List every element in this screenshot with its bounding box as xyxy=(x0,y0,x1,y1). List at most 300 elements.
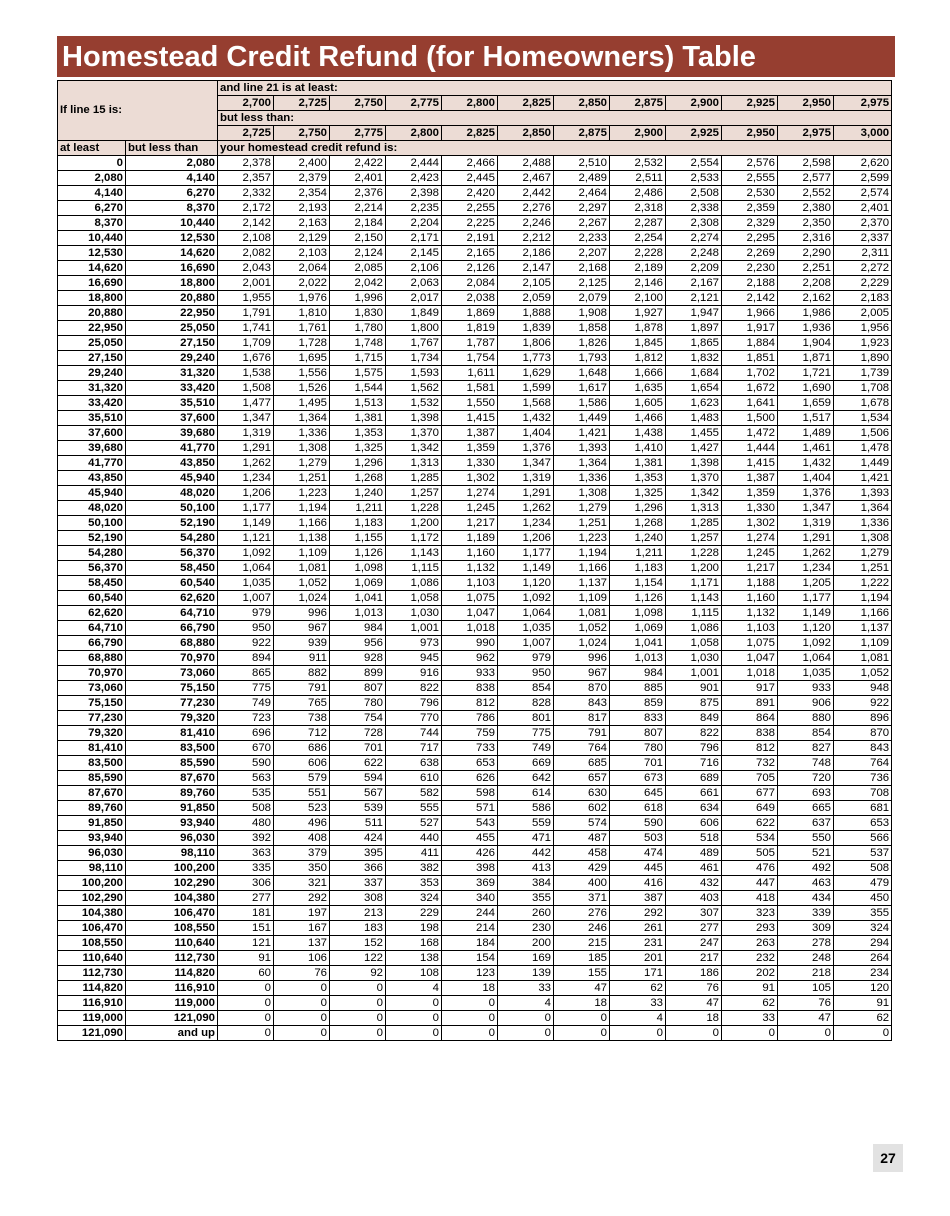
refund-cell: 812 xyxy=(722,741,778,756)
refund-cell: 2,085 xyxy=(330,261,386,276)
refund-cell: 1,353 xyxy=(610,471,666,486)
income-less-than-cell: 33,420 xyxy=(126,381,218,396)
income-at-least-cell: 108,550 xyxy=(58,936,126,951)
refund-cell: 1,449 xyxy=(554,411,610,426)
refund-cell: 2,311 xyxy=(834,246,892,261)
refund-cell: 0 xyxy=(666,1026,722,1041)
refund-cell: 1,302 xyxy=(442,471,498,486)
table-row xyxy=(58,651,892,666)
refund-cell: 1,296 xyxy=(610,501,666,516)
table-row xyxy=(58,366,892,381)
refund-cell: 1,695 xyxy=(274,351,330,366)
refund-cell: 653 xyxy=(442,756,498,771)
income-less-than-cell: 91,850 xyxy=(126,801,218,816)
refund-cell: 843 xyxy=(554,696,610,711)
table-row xyxy=(58,1011,892,1026)
refund-cell: 1,477 xyxy=(218,396,274,411)
refund-cell: 956 xyxy=(330,636,386,651)
refund-cell: 155 xyxy=(554,966,610,981)
refund-cell: 717 xyxy=(386,741,442,756)
refund-cell: 1,342 xyxy=(386,441,442,456)
refund-cell: 2,442 xyxy=(498,186,554,201)
refund-cell: 1,708 xyxy=(834,381,892,396)
refund-cell: 630 xyxy=(554,786,610,801)
refund-cell: 1,787 xyxy=(442,336,498,351)
refund-cell: 1,562 xyxy=(386,381,442,396)
refund-cell: 738 xyxy=(274,711,330,726)
income-less-than-cell: 62,620 xyxy=(126,591,218,606)
table-row xyxy=(58,336,892,351)
refund-cell: 764 xyxy=(554,741,610,756)
refund-cell: 1,702 xyxy=(722,366,778,381)
refund-cell: 523 xyxy=(274,801,330,816)
refund-cell: 1,800 xyxy=(386,321,442,336)
income-less-than-cell: 108,550 xyxy=(126,921,218,936)
refund-cell: 1,966 xyxy=(722,306,778,321)
refund-cell: 1,532 xyxy=(386,396,442,411)
refund-cell: 1,513 xyxy=(330,396,386,411)
table-row xyxy=(58,321,892,336)
refund-cell: 670 xyxy=(218,741,274,756)
refund-cell: 899 xyxy=(330,666,386,681)
refund-cell: 324 xyxy=(386,891,442,906)
table-row xyxy=(58,441,892,456)
refund-cell: 76 xyxy=(274,966,330,981)
refund-cell: 645 xyxy=(610,786,666,801)
refund-cell: 2,598 xyxy=(778,156,834,171)
refund-cell: 1,599 xyxy=(498,381,554,396)
refund-cell: 1,001 xyxy=(666,666,722,681)
refund-cell: 1,069 xyxy=(610,621,666,636)
refund-cell: 2,168 xyxy=(554,261,610,276)
refund-cell: 922 xyxy=(834,696,892,711)
refund-cell: 440 xyxy=(386,831,442,846)
income-at-least-cell: 41,770 xyxy=(58,456,126,471)
refund-cell: 933 xyxy=(442,666,498,681)
refund-cell: 2,042 xyxy=(330,276,386,291)
line21-at-least-value: 2,925 xyxy=(722,96,778,111)
income-less-than-cell: 60,540 xyxy=(126,576,218,591)
refund-cell: 476 xyxy=(722,861,778,876)
refund-cell: 217 xyxy=(666,951,722,966)
line21-less-than-value: 2,775 xyxy=(330,126,386,141)
refund-cell: 2,466 xyxy=(442,156,498,171)
refund-cell: 637 xyxy=(778,816,834,831)
table-row xyxy=(58,171,892,186)
refund-cell: 1,257 xyxy=(666,531,722,546)
refund-cell: 463 xyxy=(778,876,834,891)
refund-cell: 400 xyxy=(554,876,610,891)
refund-cell: 1,432 xyxy=(778,456,834,471)
refund-cell: 1,041 xyxy=(330,591,386,606)
refund-cell: 1,666 xyxy=(610,366,666,381)
refund-cell: 891 xyxy=(722,696,778,711)
refund-cell: 408 xyxy=(274,831,330,846)
refund-cell: 2,064 xyxy=(274,261,330,276)
refund-cell: 791 xyxy=(274,681,330,696)
refund-cell: 184 xyxy=(442,936,498,951)
refund-cell: 503 xyxy=(610,831,666,846)
refund-cell: 1,279 xyxy=(834,546,892,561)
refund-cell: 2,276 xyxy=(498,201,554,216)
refund-cell: 1,871 xyxy=(778,351,834,366)
refund-cell: 106 xyxy=(274,951,330,966)
refund-cell: 1,575 xyxy=(330,366,386,381)
line21-less-than-value: 2,875 xyxy=(554,126,610,141)
refund-cell: 0 xyxy=(778,1026,834,1041)
refund-cell: 1,262 xyxy=(218,456,274,471)
refund-cell: 2,444 xyxy=(386,156,442,171)
table-row xyxy=(58,531,892,546)
income-less-than-cell: 29,240 xyxy=(126,351,218,366)
refund-cell: 566 xyxy=(834,831,892,846)
refund-cell: 634 xyxy=(666,801,722,816)
refund-cell: 1,806 xyxy=(498,336,554,351)
refund-cell: 1,155 xyxy=(330,531,386,546)
refund-cell: 1,678 xyxy=(834,396,892,411)
refund-cell: 442 xyxy=(498,846,554,861)
line21-less-than-value: 2,975 xyxy=(778,126,834,141)
refund-cell: 186 xyxy=(666,966,722,981)
refund-cell: 1,013 xyxy=(610,651,666,666)
refund-cell: 492 xyxy=(778,861,834,876)
line21-less-than-value: 2,850 xyxy=(498,126,554,141)
refund-cell: 62 xyxy=(834,1011,892,1026)
refund-cell: 229 xyxy=(386,906,442,921)
refund-cell: 1,404 xyxy=(498,426,554,441)
refund-cell: 171 xyxy=(610,966,666,981)
refund-cell: 2,005 xyxy=(834,306,892,321)
refund-cell: 1,194 xyxy=(834,591,892,606)
refund-cell: 2,295 xyxy=(722,231,778,246)
income-at-least-cell: 77,230 xyxy=(58,711,126,726)
refund-cell: 293 xyxy=(722,921,778,936)
refund-cell: 2,467 xyxy=(498,171,554,186)
income-less-than-cell: 12,530 xyxy=(126,231,218,246)
refund-cell: 200 xyxy=(498,936,554,951)
refund-cell: 1,826 xyxy=(554,336,610,351)
refund-cell: 1,109 xyxy=(274,546,330,561)
refund-cell: 1,947 xyxy=(666,306,722,321)
income-at-least-cell: 64,710 xyxy=(58,621,126,636)
refund-cell: 1,617 xyxy=(554,381,610,396)
refund-cell: 1,845 xyxy=(610,336,666,351)
refund-cell: 854 xyxy=(498,681,554,696)
line21-less-than-value: 2,800 xyxy=(386,126,442,141)
refund-cell: 2,079 xyxy=(554,291,610,306)
table-row xyxy=(58,681,892,696)
income-less-than-cell: 39,680 xyxy=(126,426,218,441)
income-at-least-cell: 31,320 xyxy=(58,381,126,396)
refund-cell: 2,337 xyxy=(834,231,892,246)
refund-cell: 91 xyxy=(722,981,778,996)
refund-cell: 642 xyxy=(498,771,554,786)
table-row xyxy=(58,786,892,801)
refund-cell: 1,908 xyxy=(554,306,610,321)
refund-cell: 1,223 xyxy=(274,486,330,501)
table-row xyxy=(58,276,892,291)
refund-cell: 2,332 xyxy=(218,186,274,201)
refund-cell: 429 xyxy=(554,861,610,876)
income-less-than-cell: 10,440 xyxy=(126,216,218,231)
refund-cell: 2,230 xyxy=(722,261,778,276)
line21-at-least-value: 2,775 xyxy=(386,96,442,111)
refund-cell: 278 xyxy=(778,936,834,951)
table-row xyxy=(58,951,892,966)
refund-cell: 2,308 xyxy=(666,216,722,231)
income-at-least-cell: 104,380 xyxy=(58,906,126,921)
table-row xyxy=(58,306,892,321)
refund-cell: 355 xyxy=(834,906,892,921)
refund-cell: 1,109 xyxy=(834,636,892,651)
refund-cell: 0 xyxy=(442,996,498,1011)
refund-cell: 4 xyxy=(498,996,554,1011)
refund-cell: 1,728 xyxy=(274,336,330,351)
refund-cell: 1,648 xyxy=(554,366,610,381)
refund-cell: 950 xyxy=(218,621,274,636)
table-row xyxy=(58,156,892,171)
income-less-than-cell: 35,510 xyxy=(126,396,218,411)
refund-cell: 1,359 xyxy=(722,486,778,501)
refund-cell: 1,120 xyxy=(498,576,554,591)
refund-cell: 461 xyxy=(666,861,722,876)
refund-cell: 2,486 xyxy=(610,186,666,201)
refund-cell: 62 xyxy=(610,981,666,996)
refund-cell: 1,748 xyxy=(330,336,386,351)
refund-cell: 1,421 xyxy=(834,471,892,486)
refund-cell: 2,357 xyxy=(218,171,274,186)
refund-cell: 1,194 xyxy=(554,546,610,561)
income-at-least-cell: 106,470 xyxy=(58,921,126,936)
refund-cell: 563 xyxy=(218,771,274,786)
refund-cell: 1,103 xyxy=(722,621,778,636)
income-at-least-cell: 70,970 xyxy=(58,666,126,681)
refund-cell: 247 xyxy=(666,936,722,951)
income-less-than-cell: 79,320 xyxy=(126,711,218,726)
refund-cell: 2,146 xyxy=(610,276,666,291)
refund-cell: 574 xyxy=(554,816,610,831)
income-less-than-cell: 64,710 xyxy=(126,606,218,621)
table-row xyxy=(58,546,892,561)
refund-cell: 939 xyxy=(274,636,330,651)
refund-cell: 432 xyxy=(666,876,722,891)
refund-label: your homestead credit refund is: xyxy=(218,141,892,156)
refund-cell: 2,510 xyxy=(554,156,610,171)
income-less-than-cell: 4,140 xyxy=(126,171,218,186)
refund-cell: 458 xyxy=(554,846,610,861)
refund-cell: 1,160 xyxy=(442,546,498,561)
refund-cell: 1,308 xyxy=(274,441,330,456)
refund-cell: 1,635 xyxy=(610,381,666,396)
refund-cell: 1,432 xyxy=(498,411,554,426)
refund-cell: 1,291 xyxy=(218,441,274,456)
refund-cell: 455 xyxy=(442,831,498,846)
refund-cell: 335 xyxy=(218,861,274,876)
refund-cell: 945 xyxy=(386,651,442,666)
refund-cell: 340 xyxy=(442,891,498,906)
table-row xyxy=(58,411,892,426)
income-less-than-cell: 16,690 xyxy=(126,261,218,276)
refund-cell: 1,370 xyxy=(386,426,442,441)
refund-cell: 121 xyxy=(218,936,274,951)
refund-cell: 567 xyxy=(330,786,386,801)
table-row xyxy=(58,981,892,996)
income-at-least-cell: 35,510 xyxy=(58,411,126,426)
refund-cell: 720 xyxy=(778,771,834,786)
table-row xyxy=(58,456,892,471)
refund-cell: 1,336 xyxy=(274,426,330,441)
refund-cell: 894 xyxy=(218,651,274,666)
refund-cell: 1,319 xyxy=(778,516,834,531)
income-less-than-cell: 8,370 xyxy=(126,201,218,216)
refund-cell: 479 xyxy=(834,876,892,891)
refund-cell: 775 xyxy=(218,681,274,696)
refund-cell: 366 xyxy=(330,861,386,876)
refund-cell: 1,217 xyxy=(722,561,778,576)
income-at-least-cell: 102,290 xyxy=(58,891,126,906)
refund-cell: 602 xyxy=(554,801,610,816)
refund-cell: 1,342 xyxy=(666,486,722,501)
refund-cell: 1,761 xyxy=(274,321,330,336)
refund-cell: 1,741 xyxy=(218,321,274,336)
refund-cell: 1,884 xyxy=(722,336,778,351)
refund-cell: 0 xyxy=(498,1026,554,1041)
refund-cell: 1,308 xyxy=(834,531,892,546)
income-less-than-cell: 43,850 xyxy=(126,456,218,471)
refund-cell: 1,035 xyxy=(778,666,834,681)
income-less-than-cell: 14,620 xyxy=(126,246,218,261)
income-less-than-cell: 52,190 xyxy=(126,516,218,531)
refund-cell: 796 xyxy=(386,696,442,711)
income-at-least-cell: 25,050 xyxy=(58,336,126,351)
refund-cell: 445 xyxy=(610,861,666,876)
refund-cell: 1,387 xyxy=(442,426,498,441)
income-at-least-cell: 16,690 xyxy=(58,276,126,291)
refund-cell: 294 xyxy=(834,936,892,951)
refund-cell: 1,376 xyxy=(498,441,554,456)
refund-cell: 1,041 xyxy=(610,636,666,651)
refund-cell: 1,052 xyxy=(834,666,892,681)
refund-cell: 928 xyxy=(330,651,386,666)
refund-cell: 2,376 xyxy=(330,186,386,201)
refund-cell: 214 xyxy=(442,921,498,936)
refund-cell: 859 xyxy=(610,696,666,711)
refund-cell: 1,143 xyxy=(666,591,722,606)
refund-cell: 1,526 xyxy=(274,381,330,396)
refund-cell: 1,550 xyxy=(442,396,498,411)
refund-cell: 2,533 xyxy=(666,171,722,186)
refund-cell: 168 xyxy=(386,936,442,951)
refund-cell: 2,142 xyxy=(218,216,274,231)
refund-cell: 1,581 xyxy=(442,381,498,396)
refund-cell: 379 xyxy=(274,846,330,861)
refund-cell: 2,420 xyxy=(442,186,498,201)
refund-cell: 1,851 xyxy=(722,351,778,366)
refund-cell: 1,381 xyxy=(610,456,666,471)
refund-cell: 2,172 xyxy=(218,201,274,216)
refund-cell: 1,839 xyxy=(498,321,554,336)
income-less-than-cell: 100,200 xyxy=(126,861,218,876)
line21-at-least-value: 2,850 xyxy=(554,96,610,111)
refund-cell: 123 xyxy=(442,966,498,981)
income-at-least-cell: 121,090 xyxy=(58,1026,126,1041)
table-row xyxy=(58,711,892,726)
refund-cell: 990 xyxy=(442,636,498,651)
refund-cell: 681 xyxy=(834,801,892,816)
refund-cell: 1,812 xyxy=(610,351,666,366)
refund-cell: 701 xyxy=(330,741,386,756)
refund-cell: 1,234 xyxy=(218,471,274,486)
refund-cell: 1,103 xyxy=(442,576,498,591)
refund-cell: 1,268 xyxy=(330,471,386,486)
refund-cell: 1,676 xyxy=(218,351,274,366)
table-row xyxy=(58,486,892,501)
refund-cell: 1,262 xyxy=(498,501,554,516)
refund-cell: 398 xyxy=(442,861,498,876)
page-number: 27 xyxy=(873,1144,903,1172)
refund-cell: 1,336 xyxy=(834,516,892,531)
refund-cell: 1,684 xyxy=(666,366,722,381)
refund-cell: 754 xyxy=(330,711,386,726)
refund-cell: 1,330 xyxy=(722,501,778,516)
refund-cell: 1,098 xyxy=(330,561,386,576)
refund-cell: 2,251 xyxy=(778,261,834,276)
refund-cell: 1,364 xyxy=(834,501,892,516)
refund-table xyxy=(57,80,892,1041)
income-less-than-cell: 56,370 xyxy=(126,546,218,561)
refund-cell: 1,586 xyxy=(554,396,610,411)
refund-cell: 1,611 xyxy=(442,366,498,381)
table-row xyxy=(58,201,892,216)
refund-cell: 2,207 xyxy=(554,246,610,261)
refund-cell: 234 xyxy=(834,966,892,981)
refund-cell: 1,081 xyxy=(834,651,892,666)
refund-cell: 1,075 xyxy=(722,636,778,651)
income-at-least-cell: 29,240 xyxy=(58,366,126,381)
refund-cell: 1,715 xyxy=(330,351,386,366)
refund-cell: 169 xyxy=(498,951,554,966)
refund-cell: 60 xyxy=(218,966,274,981)
refund-cell: 1,251 xyxy=(834,561,892,576)
refund-cell: 2,125 xyxy=(554,276,610,291)
refund-cell: 215 xyxy=(554,936,610,951)
refund-cell: 1,115 xyxy=(386,561,442,576)
refund-cell: 749 xyxy=(218,696,274,711)
refund-cell: 474 xyxy=(610,846,666,861)
refund-cell: 791 xyxy=(554,726,610,741)
refund-cell: 712 xyxy=(274,726,330,741)
line21-less-than-value: 2,925 xyxy=(666,126,722,141)
refund-cell: 1,936 xyxy=(778,321,834,336)
refund-cell: 764 xyxy=(834,756,892,771)
refund-cell: 1,767 xyxy=(386,336,442,351)
refund-cell: 306 xyxy=(218,876,274,891)
refund-cell: 2,272 xyxy=(834,261,892,276)
refund-cell: 2,001 xyxy=(218,276,274,291)
refund-cell: 1,291 xyxy=(778,531,834,546)
refund-cell: 1,986 xyxy=(778,306,834,321)
refund-cell: 137 xyxy=(274,936,330,951)
refund-cell: 1,081 xyxy=(554,606,610,621)
income-less-than-cell: 54,280 xyxy=(126,531,218,546)
refund-cell: 308 xyxy=(330,891,386,906)
refund-cell: 363 xyxy=(218,846,274,861)
refund-cell: 91 xyxy=(218,951,274,966)
income-at-least-cell: 37,600 xyxy=(58,426,126,441)
income-at-least-cell: 73,060 xyxy=(58,681,126,696)
refund-cell: 2,167 xyxy=(666,276,722,291)
income-less-than-cell: 87,670 xyxy=(126,771,218,786)
